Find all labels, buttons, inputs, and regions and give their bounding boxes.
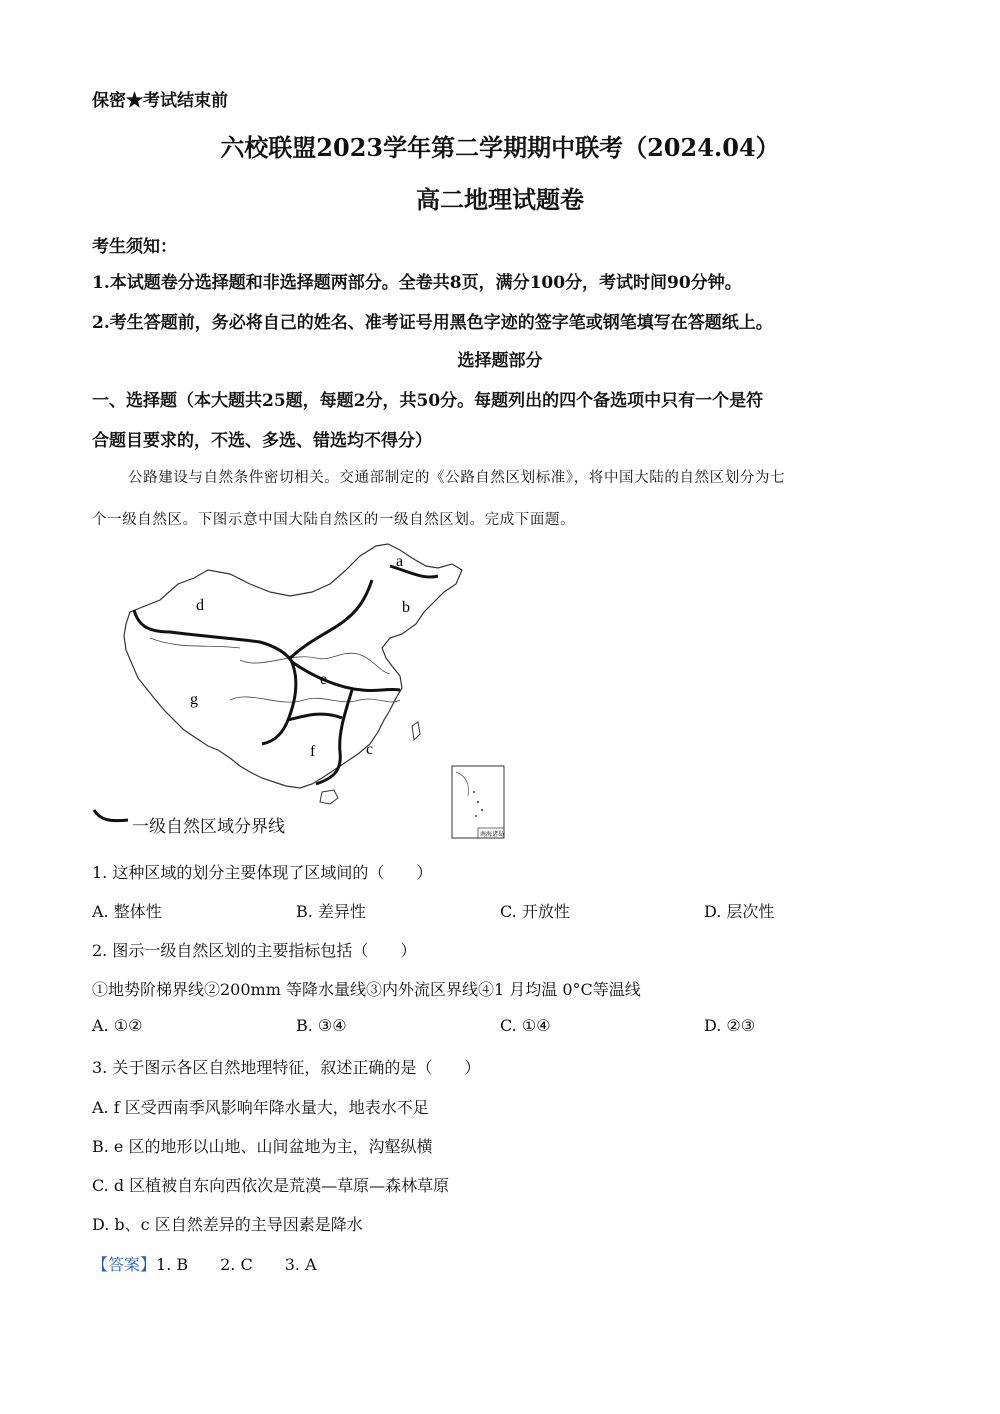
- q3-option-d: D. b、c 区自然差异的主导因素是降水: [92, 1215, 363, 1234]
- region-label-b: b: [402, 599, 410, 616]
- section-heading-line-1: 一、选择题（本大题共25题，每题2分，共50分。每题列出的四个备选项中只有一个是符: [92, 391, 764, 411]
- q2-option-d: D. ②③: [704, 1016, 756, 1035]
- legend-label: 一级自然区域分界线: [132, 817, 285, 837]
- question-2-statements: ①地势阶梯界线②200mm 等降水量线③内外流区界线④1 月均温 0°C等温线: [92, 980, 641, 999]
- answer-2: 2. C: [220, 1255, 253, 1274]
- intro-line-2: 个一级自然区。下图示意中国大陆自然区的一级自然区划。完成下面题。: [92, 512, 576, 528]
- legend-boundary-icon: [92, 804, 132, 828]
- notice-item-2: 2.考生答题前，务必将自己的姓名、准考证号用黑色字迹的签字笔或钢笔填写在答题纸上。: [92, 313, 773, 333]
- answer-3: 3. A: [284, 1255, 317, 1274]
- q2-option-a: A. ①②: [92, 1016, 143, 1035]
- q2-option-b: B. ③④: [296, 1016, 347, 1035]
- inset-label: 南海诸岛: [480, 831, 505, 838]
- region-label-a: a: [396, 553, 404, 570]
- q1-option-c: C. 开放性: [500, 902, 570, 921]
- river-yangtze: [230, 697, 400, 702]
- part-title: 选择题部分: [457, 351, 543, 371]
- region-label-d: d: [196, 597, 204, 614]
- notice-item-1: 1.本试题卷分选择题和非选择题两部分。全卷共8页，满分100分，考试时间90分钟。: [92, 273, 742, 293]
- section-heading-line-2: 合题目要求的，不选、多选、错选均不得分）: [92, 431, 432, 451]
- q2-option-c: C. ①④: [500, 1016, 551, 1035]
- intro-line-1: 公路建设与自然条件密切相关。交通部制定的《公路自然区划标准》，将中国大陆的自然区划分为七: [128, 470, 786, 486]
- question-2-stem: 2. 图示一级自然区划的主要指标包括（ ）: [92, 941, 417, 960]
- q1-option-d: D. 层次性: [704, 902, 775, 921]
- q1-option-a: A. 整体性: [92, 902, 162, 921]
- q3-option-c: C. d 区植被自东向西依次是荒漠—草原—森林草原: [92, 1176, 450, 1195]
- boundary-line-d: [134, 610, 292, 662]
- answer-label: 【答案】: [92, 1255, 157, 1274]
- q3-option-a: A. f 区受西南季风影响年降水量大，地表水不足: [92, 1098, 429, 1117]
- region-label-e: e: [320, 671, 328, 688]
- river-yellow: [240, 653, 390, 674]
- confidential-mark: 保密★考试结束前: [92, 91, 228, 111]
- china-region-map: [90, 540, 510, 840]
- q1-option-b: B. 差异性: [296, 902, 366, 921]
- exam-title: 六校联盟2023学年第二学期期中联考（2024.04）: [220, 133, 780, 162]
- exam-subtitle: 高二地理试题卷: [416, 185, 584, 214]
- question-1-stem: 1. 这种区域的划分主要体现了区域间的（ ）: [92, 863, 433, 882]
- notice-heading: 考生须知：: [92, 237, 177, 257]
- question-3-stem: 3. 关于图示各区自然地理特征，叙述正确的是（ ）: [92, 1058, 481, 1077]
- answer-line: [92, 1252, 317, 1275]
- hainan-outline: [320, 790, 338, 804]
- region-label-f: f: [310, 743, 316, 760]
- boundary-line-db: [290, 580, 372, 658]
- region-label-g: g: [190, 691, 198, 708]
- boundary-line-e-east: [292, 662, 400, 691]
- q3-option-b: B. e 区的地形以山地、山间盆地为主，沟壑纵横: [92, 1137, 433, 1156]
- region-label-c: c: [366, 741, 374, 758]
- taiwan-outline: [412, 722, 420, 740]
- boundary-line-ef: [288, 714, 342, 720]
- inset-coast: [456, 772, 469, 796]
- answer-1: 1. B: [156, 1255, 189, 1274]
